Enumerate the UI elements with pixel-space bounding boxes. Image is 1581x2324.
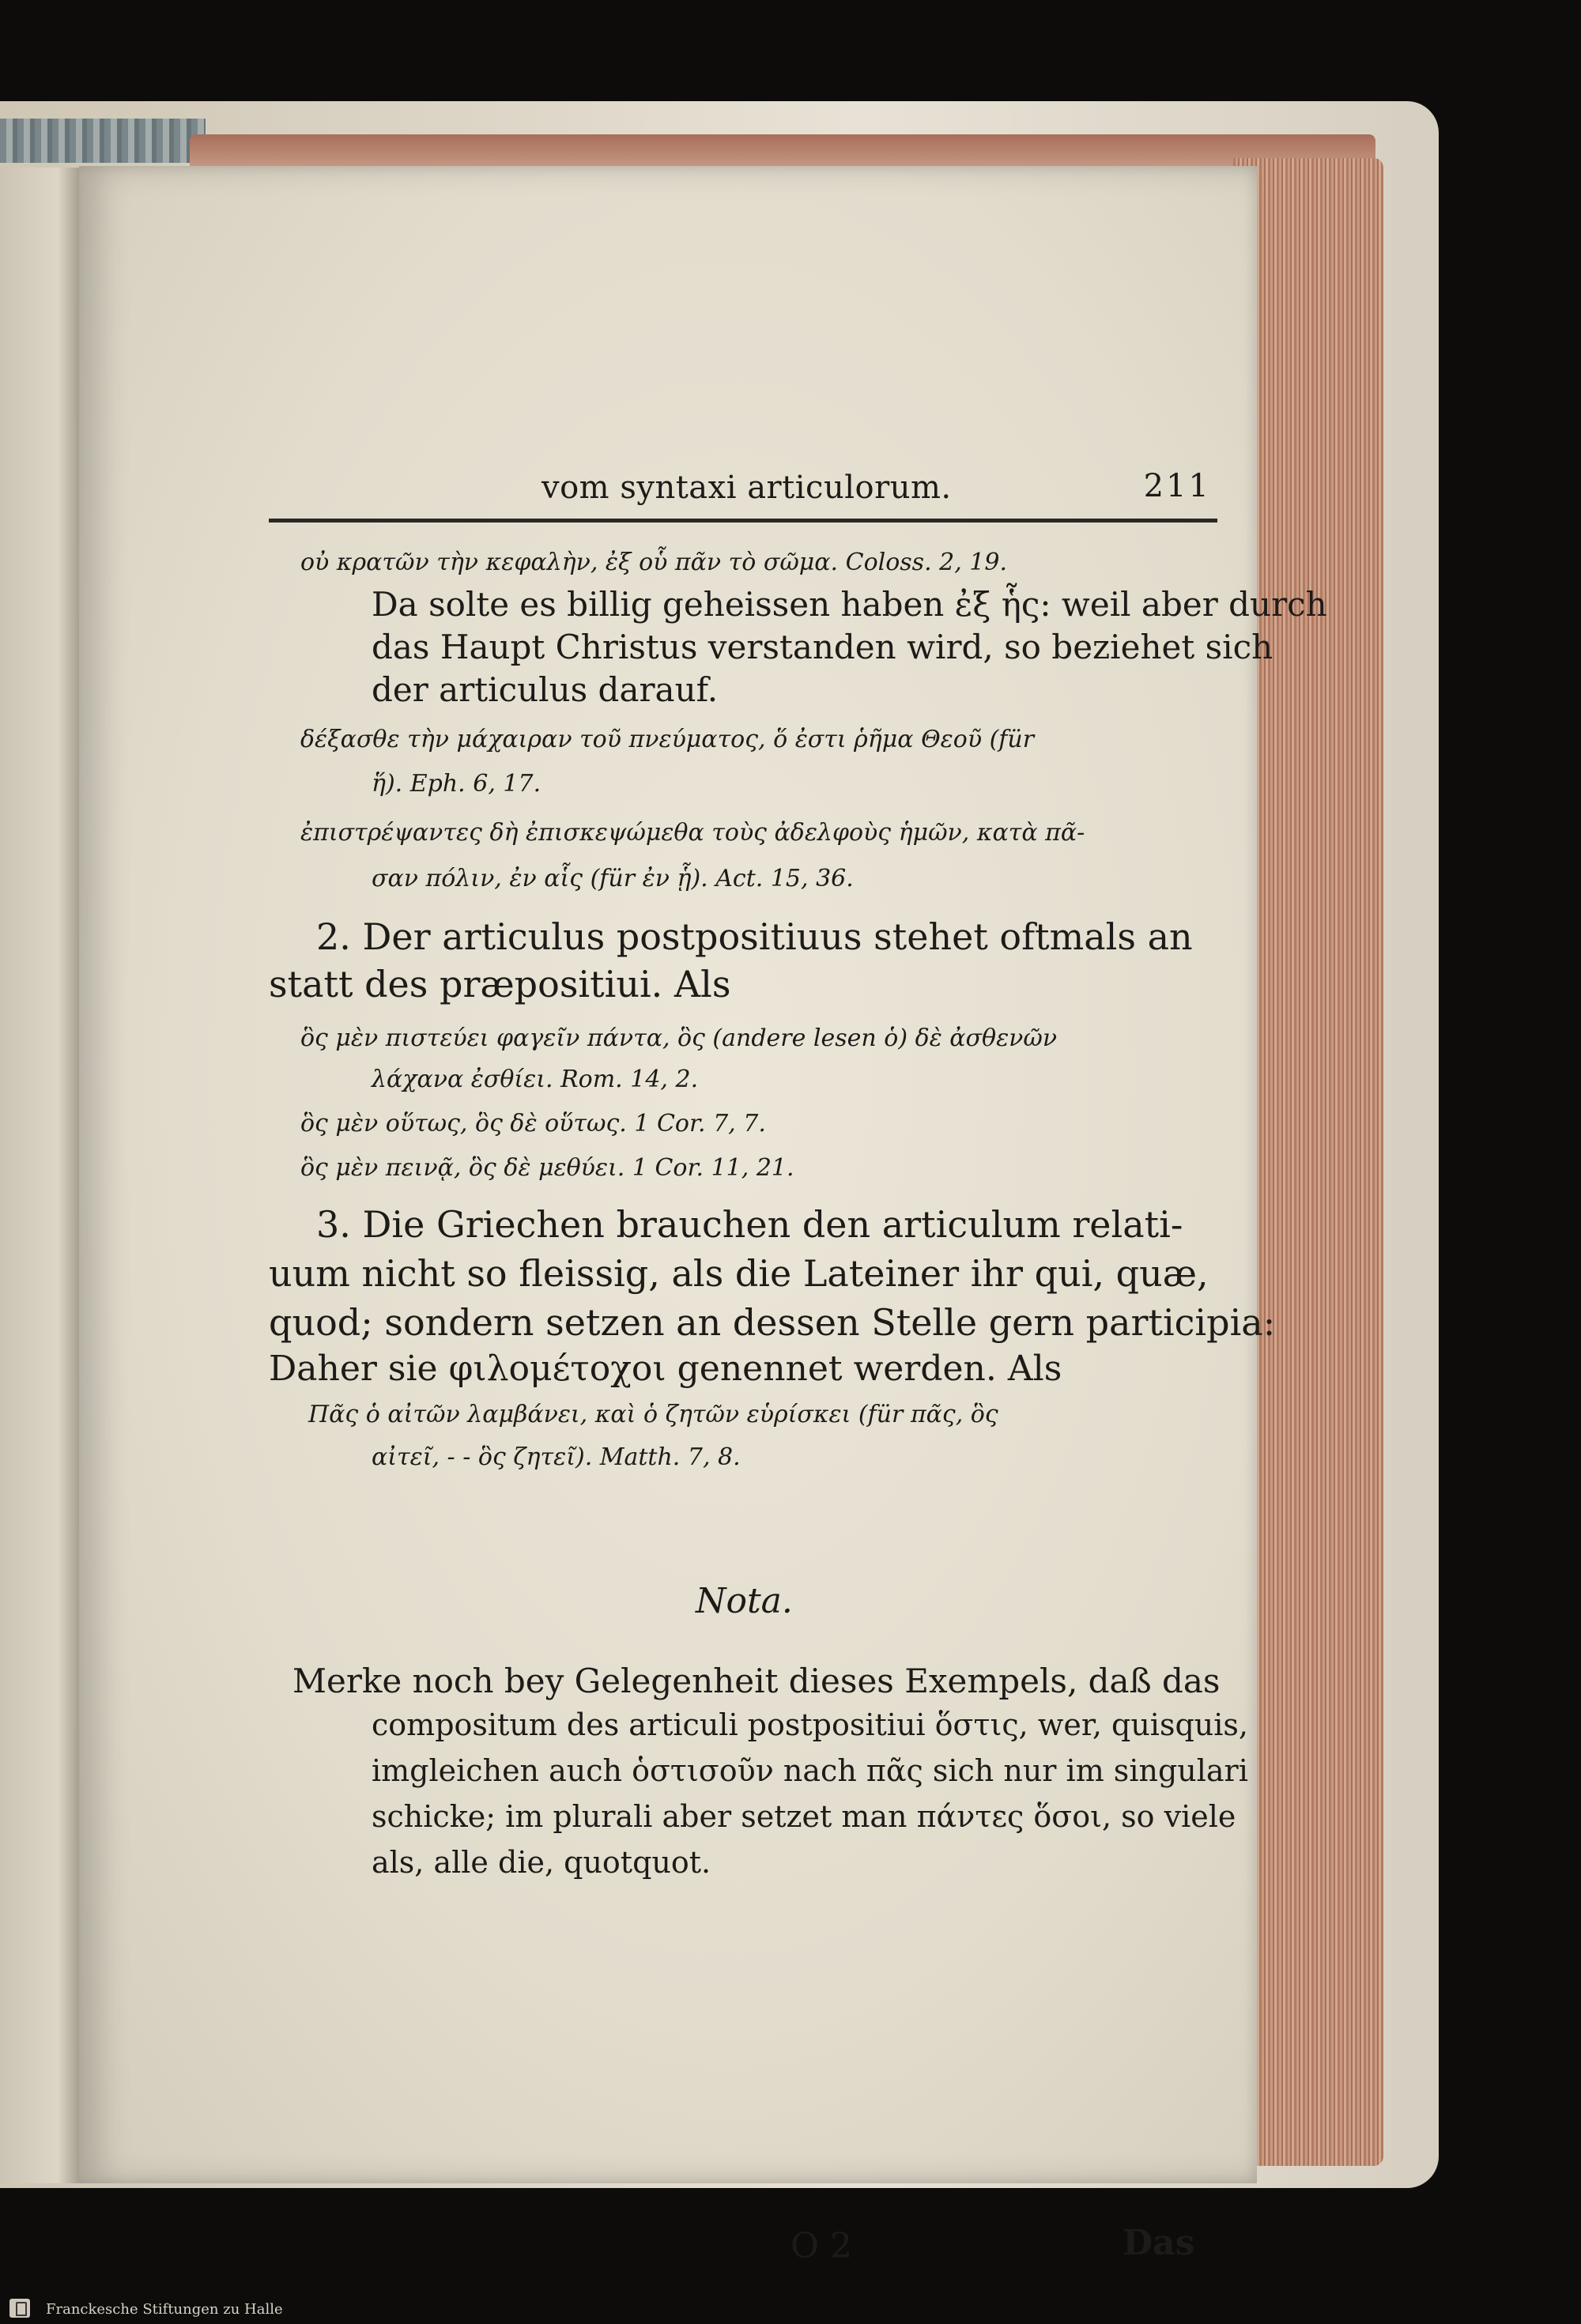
text-line: ὃς μὲν πεινᾷ, ὃς δὲ μεθύει. 1 Cor. 11, 21.: [300, 1154, 794, 1182]
footer-institution: Franckesche Stiftungen zu Halle: [46, 2301, 283, 2318]
spine-headband: [0, 119, 206, 163]
text-line: οὐ κρατῶν τὴν κεφαλὴν, ἐξ οὗ πᾶν τὸ σῶμα. Coloss. 2, 19.: [300, 549, 1008, 576]
text-line: σαν πόλιν, ἐν αἷς (für ἐν ᾗ). Act. 15, 36.: [372, 865, 854, 892]
page-number: 211: [1143, 468, 1211, 504]
book-page: [79, 166, 1327, 2266]
text-line: ὃς μὲν πιστεύει φαγεῖν πάντα, ὃς (andere lesen ὁ) δὲ ἀσθενῶν: [300, 1024, 1058, 1052]
text-line: der articulus darauf.: [372, 670, 719, 709]
text-line: statt des præpositiui. Als: [269, 963, 731, 1005]
text-line: ἥ). Eph. 6, 17.: [372, 770, 541, 798]
text-line: αἰτεῖ, - - ὃς ζητεῖ). Matth. 7, 8.: [372, 1443, 741, 1471]
text-line: ὃς μὲν οὕτως, ὃς δὲ οὕτως. 1 Cor. 7, 7.: [300, 1110, 766, 1137]
running-head-title: vom syntaxi articulorum.: [541, 470, 952, 506]
text-line: imgleichen auch ὁστισοῦν nach πᾶς sich nur im singulari: [372, 1753, 1248, 1788]
text-line: 3. Die Griechen brauchen den articulum relati-: [316, 1203, 1183, 1246]
text-line: Daher sie φιλομέτοχοι genennet werden. Als: [269, 1349, 1062, 1389]
facing-page-sliver: [0, 168, 82, 2183]
catchword: Das: [1123, 2223, 1195, 2263]
page-top-edge: [190, 134, 1375, 169]
text-line: Da solte es billig geheissen haben ἐξ ἧς: weil aber durch: [372, 585, 1327, 624]
nota-heading: Nota.: [696, 1581, 793, 1621]
text-line: schicke; im plurali aber setzet man πάντες ὅσοι, so viele: [372, 1799, 1236, 1834]
text-line: Πᾶς ὁ αἰτῶν λαμβάνει, καὶ ὁ ζητῶν εὑρίσκει (für πᾶς, ὃς: [308, 1401, 998, 1428]
running-head: [269, 465, 1217, 514]
viewer-footer: [0, 2292, 1581, 2324]
text-line: Merke noch bey Gelegenheit dieses Exempels, daß das: [292, 1662, 1221, 1700]
text-line: compositum des articuli postpositiui ὅστις, wer, quisquis,: [372, 1707, 1248, 1742]
institution-logo-icon: [9, 2299, 30, 2318]
text-line: 2. Der articulus postpositiuus stehet oftmals an: [316, 915, 1193, 958]
text-line: λάχανα ἐσθίει. Rom. 14, 2.: [372, 1066, 699, 1093]
signature-mark: O 2: [790, 2226, 853, 2266]
text-line: δέξασθε τὴν μάχαιραν τοῦ πνεύματος, ὅ ἐστι ῥῆμα Θεοῦ (für: [300, 726, 1035, 753]
text-line: das Haupt Christus verstanden wird, so beziehet sich: [372, 628, 1273, 666]
text-line: ἐπιστρέψαντες δὴ ἐπισκεψώμεθα τοὺς ἀδελφοὺς ἡμῶν, κατὰ πᾶ-: [300, 819, 1085, 847]
head-rule: [269, 519, 1217, 523]
text-line: als, alle die, quotquot.: [372, 1845, 711, 1880]
text-line: quod; sondern setzen an dessen Stelle gern participia:: [269, 1301, 1276, 1344]
text-line: uum nicht so fleissig, als die Lateiner ihr qui, quæ,: [269, 1252, 1209, 1295]
